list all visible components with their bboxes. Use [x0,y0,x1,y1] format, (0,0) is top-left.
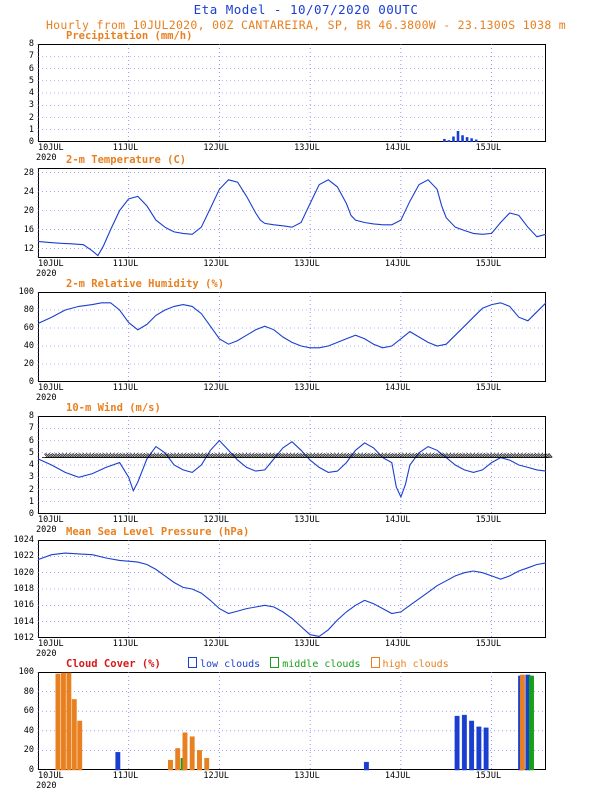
xaxis-year-3: 2020 [36,525,57,535]
panel-title-2: 2-m Relative Humidity (%) [66,278,225,290]
ytick-2-5: 100 [18,287,34,297]
ytick-0-0: 0 [28,137,34,147]
run-info: Hourly from 10JUL2020, 00Z CANTAREIRA, SP, BR 46.3800W - 23.1300S 1038 m [45,18,567,32]
model-title: Eta Model - 10/07/2020 00UTC [193,2,419,17]
ytick-3-1: 1 [28,496,34,507]
xtick-2-1: 11JUL [112,383,139,393]
legend-swatch-1 [270,657,279,668]
xtick-4-0: 10JUL [38,639,64,649]
xaxis-year-5: 2020 [36,781,57,791]
ytick-2-1: 20 [23,359,34,369]
ytick-3-0: 0 [28,509,34,519]
xtick-5-5: 15JUL [475,771,502,781]
ytick-4-6: 1024 [13,535,34,545]
xtick-4-1: 11JUL [112,639,139,649]
ytick-4-0: 1012 [13,633,34,643]
xtick-3-3: 13JUL [294,515,320,525]
xtick-2-3: 13JUL [294,383,320,393]
ytick-2-3: 60 [23,323,34,333]
xaxis-year-4: 2020 [36,649,57,659]
ytick-5-2: 40 [23,725,34,736]
ytick-1-4: 28 [23,167,34,178]
xtick-0-4: 14JUL [384,143,411,153]
ytick-2-0: 0 [28,377,34,387]
xtick-5-3: 13JUL [294,771,320,781]
ytick-0-8: 8 [28,39,34,49]
ytick-4-3: 1018 [13,584,34,594]
legend-item-0 [188,659,260,670]
xtick-1-0: 10JUL [38,259,64,269]
xtick-0-5: 15JUL [475,143,502,153]
xtick-2-4: 14JUL [384,383,411,393]
ytick-3-3: 3 [28,472,34,483]
xtick-0-1: 11JUL [112,143,139,153]
xtick-4-3: 13JUL [294,639,320,649]
legend-label-2: high clouds [382,659,449,670]
xtick-4-5: 15JUL [475,639,502,649]
xtick-5-0: 10JUL [38,771,64,781]
ytick-1-3: 24 [23,186,34,197]
ytick-3-5: 5 [28,447,34,458]
legend-item-2 [371,659,449,670]
ytick-0-5: 5 [28,75,34,86]
ytick-4-5: 1022 [13,551,34,562]
xtick-0-0: 10JUL [38,143,64,153]
ytick-4-1: 1014 [13,616,34,627]
ytick-5-1: 20 [23,745,34,756]
xtick-1-4: 14JUL [384,259,411,269]
ytick-5-0: 0 [28,765,34,775]
ytick-2-2: 40 [23,341,34,351]
xtick-4-4: 14JUL [384,639,411,649]
panel-title-0: Precipitation (mm/h) [66,30,193,42]
ytick-5-4: 80 [23,686,34,697]
xtick-5-2: 12JUL [203,771,230,781]
legend-label-1: middle clouds [282,659,361,670]
legend-label-0: low clouds [200,659,261,670]
ytick-3-6: 6 [28,435,34,446]
xtick-5-4: 14JUL [384,771,411,781]
xtick-2-2: 12JUL [203,383,230,393]
xtick-4-2: 12JUL [203,639,230,649]
xaxis-year-1: 2020 [36,269,57,279]
xtick-1-2: 12JUL [203,259,230,269]
xtick-0-3: 13JUL [294,143,320,153]
panel-title-5: Cloud Cover (%) [66,658,161,670]
xtick-3-0: 10JUL [38,515,64,525]
xaxis-year-0: 2020 [36,153,57,163]
ytick-3-2: 2 [28,484,34,495]
xtick-3-4: 14JUL [384,515,411,525]
ytick-3-8: 8 [28,411,34,421]
xtick-5-1: 11JUL [112,771,139,781]
ytick-5-5: 100 [18,667,34,677]
ytick-1-2: 20 [23,205,34,216]
ytick-1-0: 12 [23,243,34,254]
panel-title-1: 2-m Temperature (C) [66,154,187,166]
ytick-0-7: 7 [28,51,34,62]
ytick-2-4: 80 [23,305,34,315]
ytick-4-4: 1020 [13,567,34,578]
ytick-0-6: 6 [28,63,34,74]
xtick-2-0: 10JUL [38,383,64,393]
xtick-2-5: 15JUL [475,383,502,393]
xtick-1-1: 11JUL [112,259,139,269]
legend-swatch-2 [371,657,380,668]
xtick-0-2: 12JUL [203,143,230,153]
legend-item-1 [270,659,360,670]
ytick-5-3: 60 [23,706,34,717]
xtick-3-2: 12JUL [203,515,230,525]
ytick-4-2: 1016 [13,600,34,611]
ytick-0-4: 4 [28,88,34,98]
xtick-1-3: 13JUL [294,259,320,269]
ytick-0-3: 3 [28,100,34,111]
ytick-0-2: 2 [28,112,34,123]
legend-swatch-0 [188,657,197,668]
xaxis-year-2: 2020 [36,393,57,403]
ytick-1-1: 16 [23,224,34,235]
ytick-3-7: 7 [28,423,34,434]
panel-title-3: 10-m Wind (m/s) [66,402,161,414]
xtick-1-5: 15JUL [475,259,502,269]
ytick-0-1: 1 [28,124,34,135]
ytick-3-4: 4 [28,460,34,470]
xtick-3-1: 11JUL [112,515,139,525]
xtick-3-5: 15JUL [475,515,502,525]
panel-title-4: Mean Sea Level Pressure (hPa) [66,526,250,538]
cloud-legend [188,657,459,670]
